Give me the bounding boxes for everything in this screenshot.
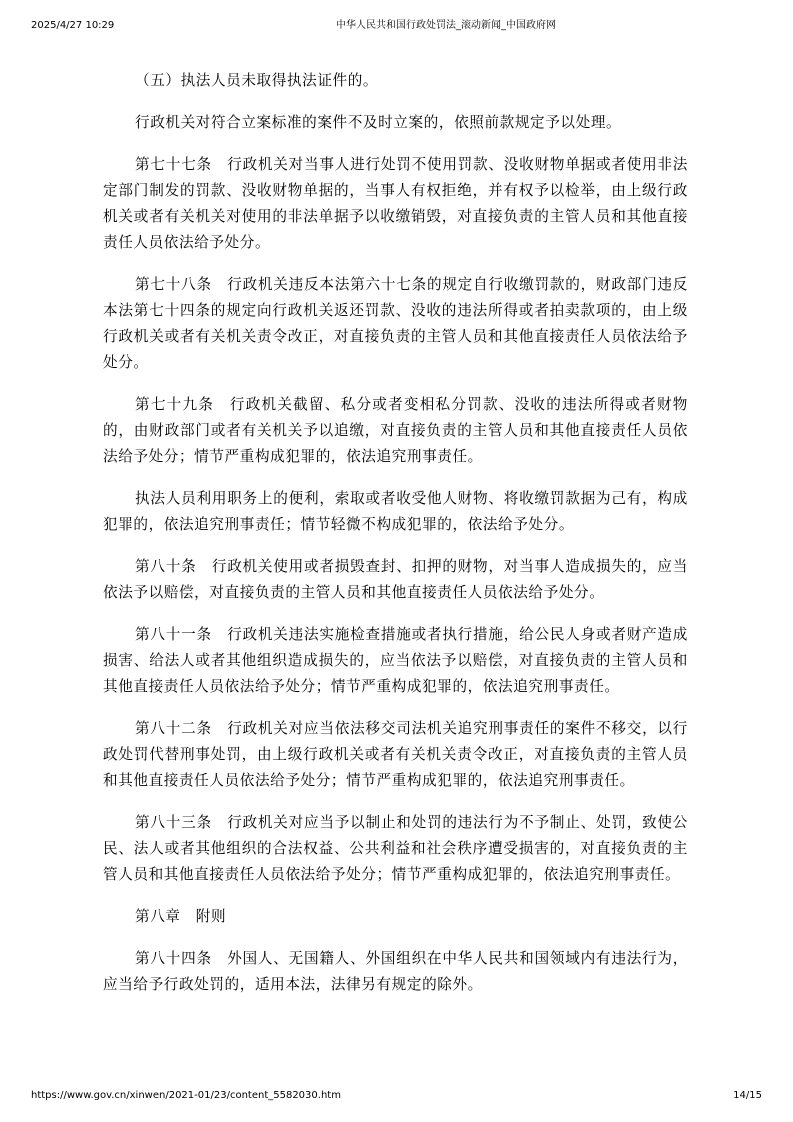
paragraph: 行政机关对符合立案标准的案件不及时立案的，依照前款规定予以处理。 bbox=[135, 114, 622, 131]
article-81: 第八十一条 行政机关违法实施检查措施或者执行措施，给公民人身或者财产造成损害、给法人或者其他组织造成损失的，应当依法予以赔偿，对直接负责的主管人员和其他直接责任人员依法给予处分；情节严重构成犯罪的，依法追究刑事责任。 bbox=[103, 626, 688, 695]
article-83: 第八十三条 行政机关对应当予以制止和处罚的违法行为不予制止、处罚，致使公民、法人或者其他组织的合法权益、公共利益和社会秩序遭受损害的，对直接负责的主管人员和其他直接责任人员依法给予处分；情节严重构成犯罪的，依法追究刑事责任。 bbox=[103, 814, 688, 883]
article-77: 第七十七条 行政机关对当事人进行处罚不使用罚款、没收财物单据或者使用非法定部门制发的罚款、没收财物单据的，当事人有权拒绝，并有权予以检举，由上级行政机关或者有关机关对使用的非法单据予以收缴销毁，对直接负责的主管人员和其他直接责任人员依法给予处分。 bbox=[103, 156, 688, 251]
page-title: 中华人民共和国行政处罚法_滚动新闻_中国政府网 bbox=[336, 20, 556, 31]
print-header bbox=[0, 16, 793, 36]
paragraph: 执法人员利用职务上的便利，索取或者收受他人财物、将收缴罚款据为己有，构成犯罪的，依法追究刑事责任；情节轻微不构成犯罪的，依法给予处分。 bbox=[103, 490, 688, 533]
page-url: https://www.gov.cn/xinwen/2021-01/23/content_5582030.htm bbox=[31, 1090, 341, 1101]
article-79: 第七十九条 行政机关截留、私分或者变相私分罚款、没收的违法所得或者财物的，由财政部门或者有关机关予以追缴，对直接负责的主管人员和其他直接责任人员依法给予处分；情节严重构成犯罪的，依法追究刑事责任。 bbox=[103, 396, 688, 465]
article-84: 第八十四条 外国人、无国籍人、外国组织在中华人民共和国领域内有违法行为，应当给予行政处罚的，适用本法，法律另有规定的除外。 bbox=[103, 950, 688, 993]
print-footer bbox=[0, 1086, 793, 1106]
article-80: 第八十条 行政机关使用或者损毁查封、扣押的财物，对当事人造成损失的，应当依法予以赔偿，对直接负责的主管人员和其他直接责任人员依法给予处分。 bbox=[103, 558, 688, 601]
paragraph: （五）执法人员未取得执法证件的。 bbox=[135, 72, 379, 89]
page-number: 14/15 bbox=[733, 1090, 762, 1101]
chapter-heading: 第八章 附则 bbox=[135, 908, 227, 925]
print-timestamp: 2025/4/27 10:29 bbox=[31, 20, 115, 31]
document-body bbox=[103, 68, 688, 1014]
article-78: 第七十八条 行政机关违反本法第六十七条的规定自行收缴罚款的，财政部门违反本法第七十四条的规定向行政机关返还罚款、没收的违法所得或者拍卖款项的，由上级行政机关或者有关机关责令改正，对直接负责的主管人员和其他直接责任人员依法给予处分。 bbox=[103, 276, 688, 371]
article-82: 第八十二条 行政机关对应当依法移交司法机关追究刑事责任的案件不移交，以行政处罚代替刑事处罚，由上级行政机关或者有关机关责令改正，对直接负责的主管人员和其他直接责任人员依法给予处分；情节严重构成犯罪的，依法追究刑事责任。 bbox=[103, 720, 688, 789]
